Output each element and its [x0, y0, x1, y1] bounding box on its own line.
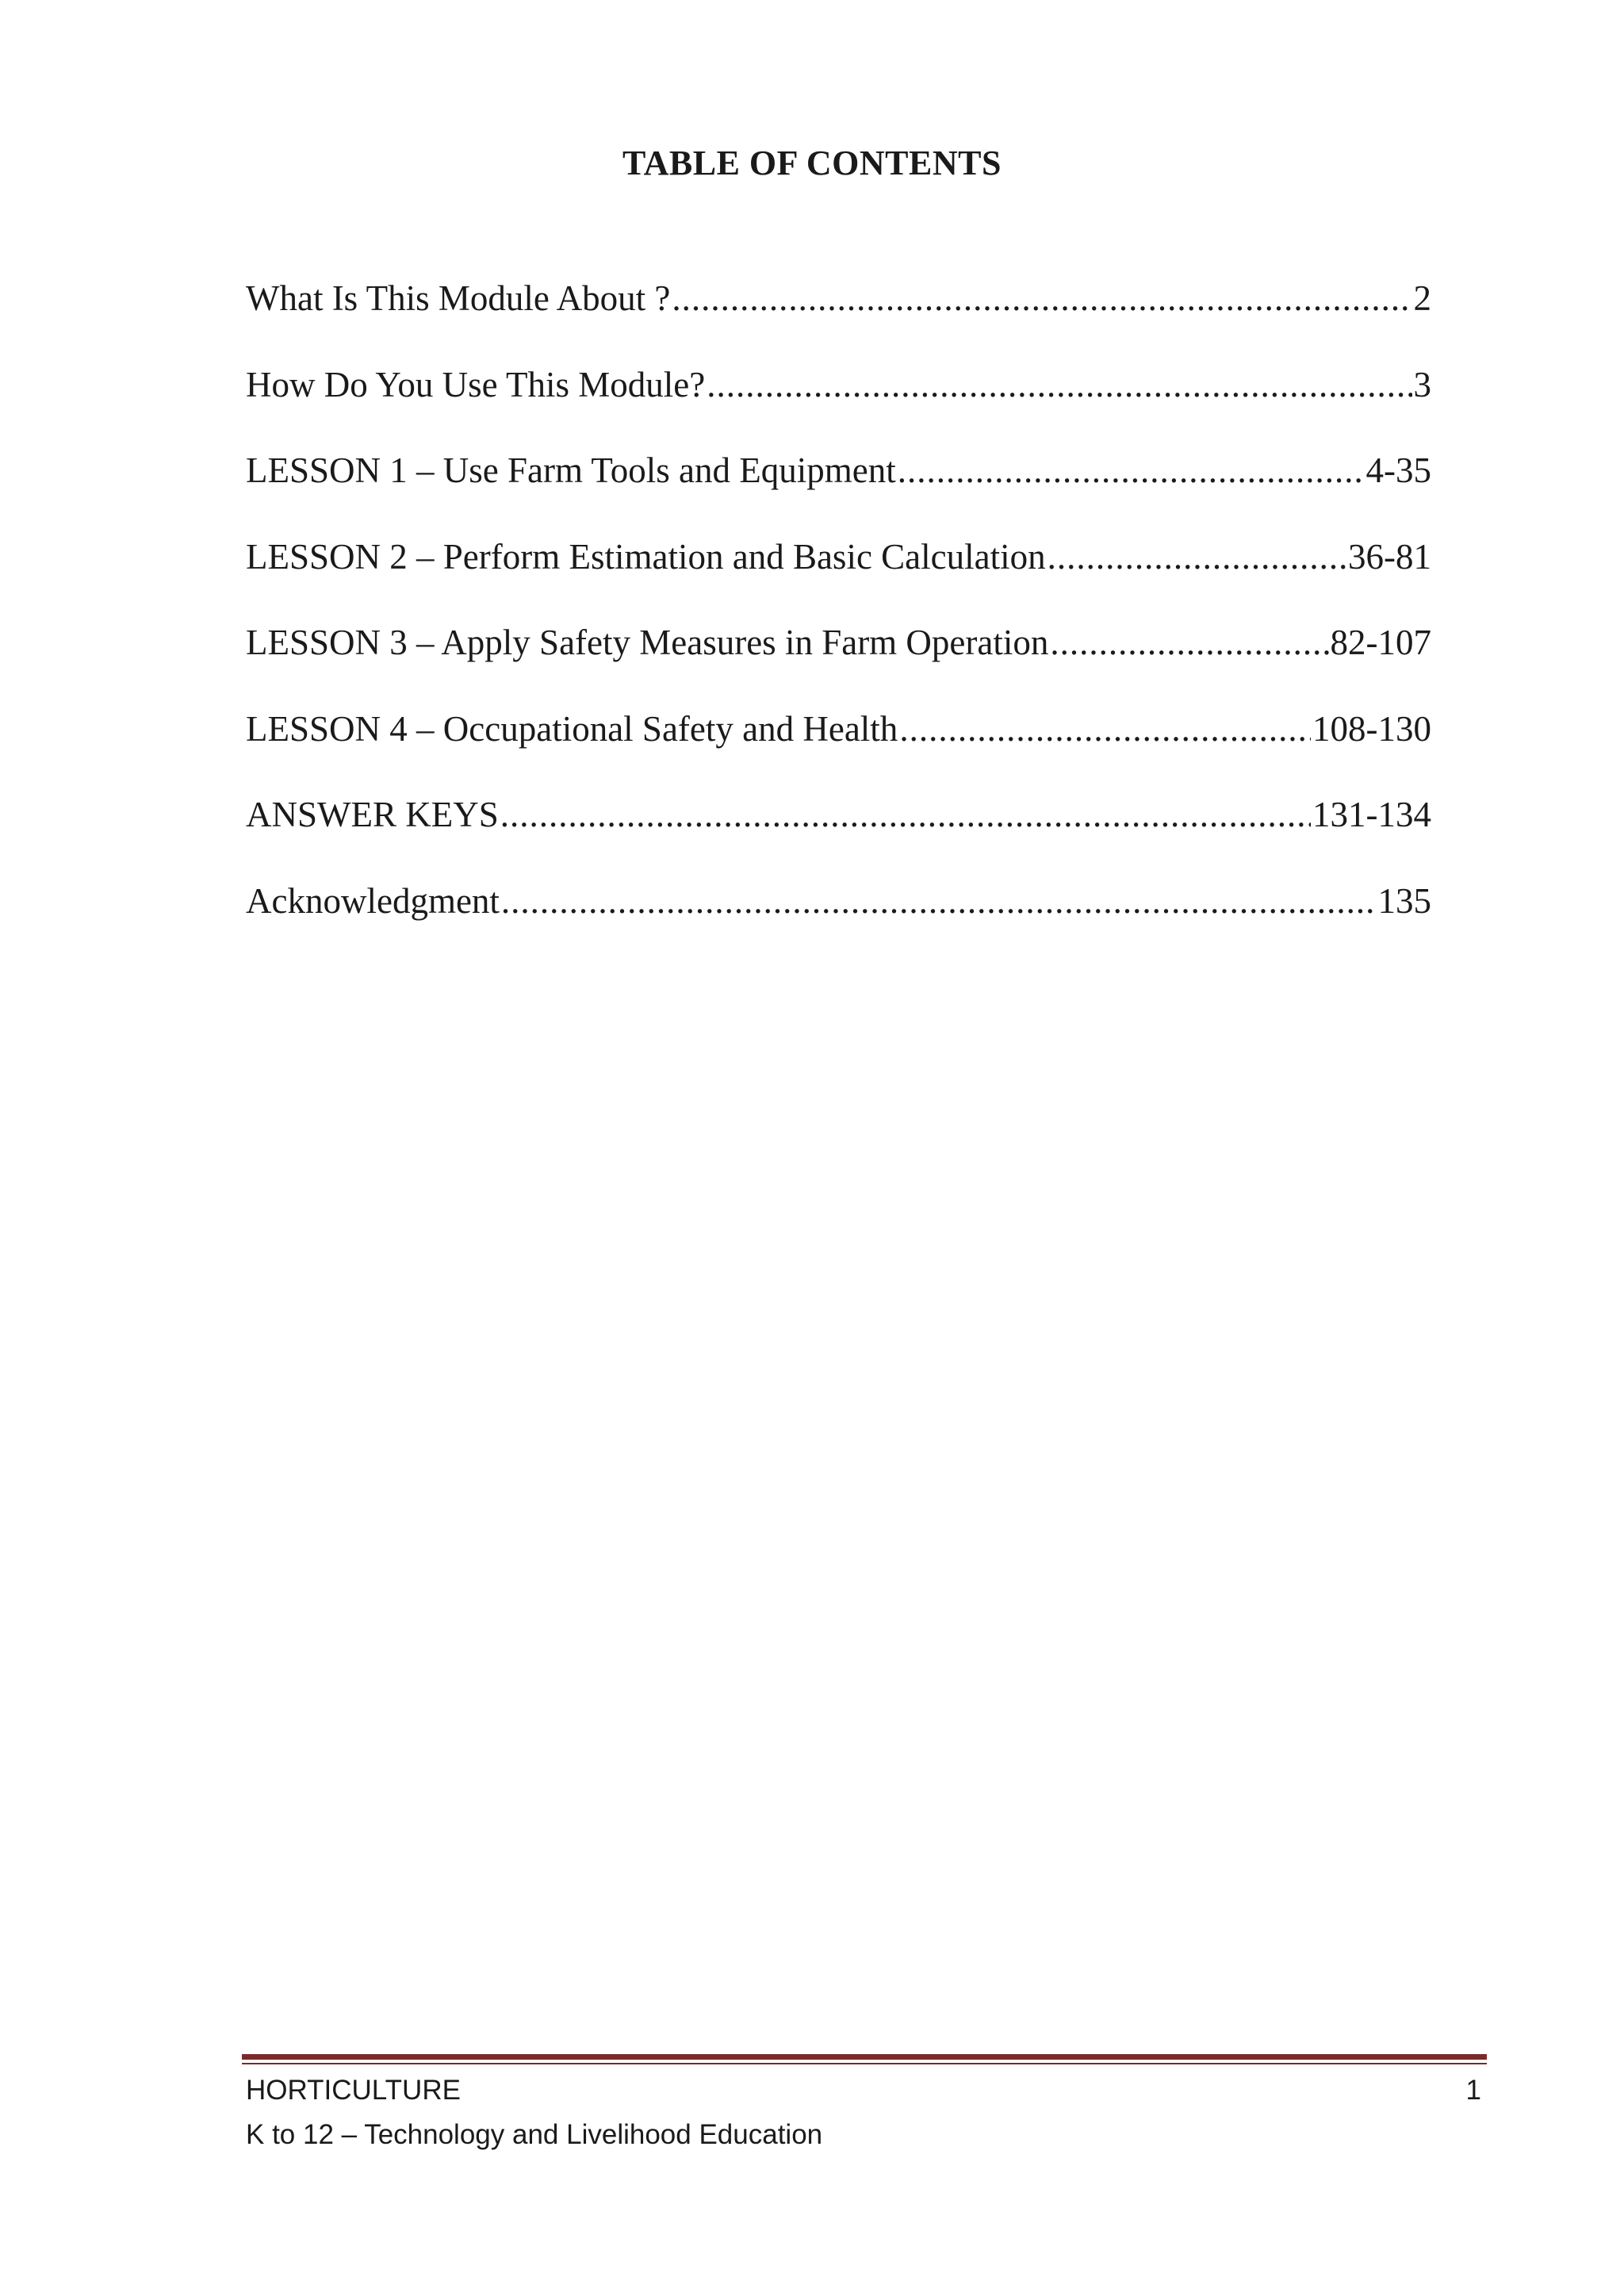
toc-entry-label: What Is This Module About ?	[246, 278, 671, 318]
toc-entry-page: 4-35	[1365, 450, 1431, 490]
footer-course: K to 12 – Technology and Livelihood Education	[246, 2119, 823, 2150]
toc-entry-label: LESSON 3 – Apply Safety Measures in Farm Operation	[246, 623, 1049, 662]
toc-dot-leader	[1048, 536, 1346, 577]
toc-entry-page: 36-81	[1348, 536, 1431, 577]
toc-entry-page: 131-134	[1312, 795, 1431, 834]
footer-subject: HORTICULTURE	[246, 2075, 461, 2106]
toc-entry-label: LESSON 2 – Perform Estimation and Basic Calculation	[246, 536, 1046, 577]
toc-dot-leader	[707, 364, 1411, 405]
toc-dot-leader	[898, 450, 1365, 491]
toc-entry-lesson-3[interactable]	[246, 622, 1431, 708]
toc-dot-leader	[899, 708, 1311, 749]
toc-entry-module-about[interactable]	[246, 278, 1431, 364]
toc-entry-lesson-4[interactable]	[246, 708, 1431, 795]
toc-entry-label: Acknowledgment	[246, 880, 500, 921]
page-title: TABLE OF CONTENTS	[622, 144, 1002, 182]
toc-dot-leader	[1050, 622, 1328, 663]
toc-entry-page: 2	[1413, 278, 1431, 318]
footer-text	[246, 2068, 822, 2157]
footer-divider-thick	[242, 2054, 1487, 2060]
toc-entry-page: 3	[1413, 364, 1431, 404]
toc-dot-leader	[501, 880, 1377, 922]
toc-entry-answer-keys[interactable]	[246, 794, 1431, 880]
toc-dot-leader	[500, 794, 1311, 835]
page-number: 1	[1465, 2075, 1481, 2106]
table-of-contents	[246, 278, 1431, 966]
toc-entry-page: 82-107	[1330, 623, 1431, 662]
toc-entry-label: LESSON 4 – Occupational Safety and Health	[246, 708, 898, 749]
toc-entry-page: 135	[1377, 880, 1431, 921]
toc-entry-label: ANSWER KEYS	[246, 795, 499, 834]
toc-entry-acknowledgment[interactable]	[246, 880, 1431, 967]
toc-entry-how-to-use[interactable]	[246, 364, 1431, 450]
toc-entry-lesson-1[interactable]	[246, 450, 1431, 536]
toc-entry-page: 108-130	[1312, 708, 1431, 749]
toc-entry-label: LESSON 1 – Use Farm Tools and Equipment	[246, 450, 896, 490]
footer-divider-thin	[242, 2063, 1487, 2064]
toc-entry-lesson-2[interactable]	[246, 536, 1431, 623]
toc-entry-label: How Do You Use This Module?	[246, 364, 706, 404]
toc-dot-leader	[672, 278, 1411, 319]
